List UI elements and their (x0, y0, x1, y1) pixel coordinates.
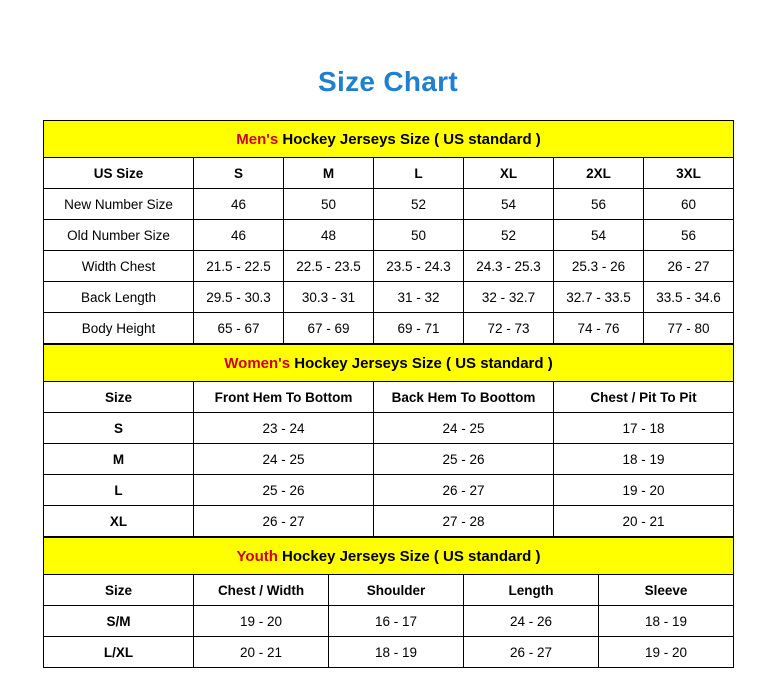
womens-row-3-val-1: 27 - 28 (374, 506, 554, 537)
youth-col-0: Size (44, 575, 194, 606)
table-row (44, 606, 734, 637)
mens-col-5: 2XL (554, 158, 644, 189)
mens-row-3-val-3: 32 - 32.7 (464, 282, 554, 313)
mens-col-1: S (194, 158, 284, 189)
mens-row-0-val-2: 52 (374, 189, 464, 220)
mens-row-1-val-4: 54 (554, 220, 644, 251)
mens-row-0-label: New Number Size (44, 189, 194, 220)
womens-size-table (43, 344, 734, 537)
mens-row-0-val-5: 60 (644, 189, 734, 220)
table-row (44, 251, 734, 282)
table-row (44, 413, 734, 444)
mens-row-0-val-0: 46 (194, 189, 284, 220)
youth-size-table (43, 537, 734, 668)
mens-row-4-val-2: 69 - 71 (374, 313, 464, 344)
womens-col-3: Chest / Pit To Pit (554, 382, 734, 413)
womens-row-0-label: S (44, 413, 194, 444)
youth-row-0-val-1: 16 - 17 (329, 606, 464, 637)
womens-row-1-val-0: 24 - 25 (194, 444, 374, 475)
mens-section-heading (44, 121, 734, 158)
table-row (44, 220, 734, 251)
table-row (44, 506, 734, 537)
mens-col-0: US Size (44, 158, 194, 189)
mens-row-2-val-0: 21.5 - 22.5 (194, 251, 284, 282)
womens-heading-cell (44, 345, 734, 382)
mens-col-4: XL (464, 158, 554, 189)
mens-heading-rest: Hockey Jerseys Size ( US standard ) (278, 130, 541, 148)
mens-row-1-val-1: 48 (284, 220, 374, 251)
mens-row-0-val-4: 56 (554, 189, 644, 220)
womens-row-2-val-1: 26 - 27 (374, 475, 554, 506)
mens-row-4-label: Body Height (44, 313, 194, 344)
youth-col-2: Shoulder (329, 575, 464, 606)
youth-col-4: Sleeve (599, 575, 734, 606)
mens-heading-accent: Men's (236, 130, 279, 148)
womens-heading-rest: Hockey Jerseys Size ( US standard ) (290, 354, 553, 372)
mens-row-2-val-5: 26 - 27 (644, 251, 734, 282)
mens-row-3-label: Back Length (44, 282, 194, 313)
womens-row-0-val-1: 24 - 25 (374, 413, 554, 444)
youth-row-0-val-2: 24 - 26 (464, 606, 599, 637)
mens-row-2-val-2: 23.5 - 24.3 (374, 251, 464, 282)
mens-row-4-val-1: 67 - 69 (284, 313, 374, 344)
mens-row-2-label: Width Chest (44, 251, 194, 282)
youth-col-3: Length (464, 575, 599, 606)
mens-row-1-val-2: 50 (374, 220, 464, 251)
youth-column-headers (44, 575, 734, 606)
table-row (44, 444, 734, 475)
womens-row-1-val-1: 25 - 26 (374, 444, 554, 475)
youth-row-1-val-3: 19 - 20 (599, 637, 734, 668)
table-row (44, 282, 734, 313)
mens-row-2-val-3: 24.3 - 25.3 (464, 251, 554, 282)
youth-section-heading (44, 538, 734, 575)
mens-row-3-val-0: 29.5 - 30.3 (194, 282, 284, 313)
youth-row-1-label: L/XL (44, 637, 194, 668)
mens-row-2-val-1: 22.5 - 23.5 (284, 251, 374, 282)
mens-size-table (43, 120, 734, 344)
youth-row-0-label: S/M (44, 606, 194, 637)
womens-row-0-val-0: 23 - 24 (194, 413, 374, 444)
mens-row-1-label: Old Number Size (44, 220, 194, 251)
mens-row-4-val-3: 72 - 73 (464, 313, 554, 344)
womens-row-1-val-2: 18 - 19 (554, 444, 734, 475)
mens-row-2-val-4: 25.3 - 26 (554, 251, 644, 282)
youth-col-1: Chest / Width (194, 575, 329, 606)
mens-row-4-val-5: 77 - 80 (644, 313, 734, 344)
youth-row-0-val-3: 18 - 19 (599, 606, 734, 637)
page-title: Size Chart (318, 66, 458, 97)
womens-row-2-val-0: 25 - 26 (194, 475, 374, 506)
mens-row-1-val-0: 46 (194, 220, 284, 251)
womens-row-3-val-2: 20 - 21 (554, 506, 734, 537)
mens-heading-cell (44, 121, 734, 158)
table-row (44, 475, 734, 506)
mens-row-1-val-3: 52 (464, 220, 554, 251)
mens-row-4-val-4: 74 - 76 (554, 313, 644, 344)
womens-row-2-val-2: 19 - 20 (554, 475, 734, 506)
womens-row-2-label: L (44, 475, 194, 506)
womens-row-1-label: M (44, 444, 194, 475)
table-row (44, 189, 734, 220)
mens-column-headers (44, 158, 734, 189)
youth-heading-rest: Hockey Jerseys Size ( US standard ) (277, 547, 541, 565)
mens-row-3-val-5: 33.5 - 34.6 (644, 282, 734, 313)
womens-heading-accent: Women's (224, 354, 291, 372)
youth-row-1-val-2: 26 - 27 (464, 637, 599, 668)
mens-row-0-val-3: 54 (464, 189, 554, 220)
mens-row-0-val-1: 50 (284, 189, 374, 220)
womens-section-heading (44, 345, 734, 382)
youth-row-0-val-0: 19 - 20 (194, 606, 329, 637)
womens-col-1: Front Hem To Bottom (194, 382, 374, 413)
womens-row-3-val-0: 26 - 27 (194, 506, 374, 537)
womens-col-0: Size (44, 382, 194, 413)
womens-col-2: Back Hem To Boottom (374, 382, 554, 413)
mens-row-3-val-2: 31 - 32 (374, 282, 464, 313)
mens-col-3: L (374, 158, 464, 189)
mens-row-1-val-5: 56 (644, 220, 734, 251)
mens-col-6: 3XL (644, 158, 734, 189)
womens-column-headers (44, 382, 734, 413)
table-row (44, 637, 734, 668)
womens-row-0-val-2: 17 - 18 (554, 413, 734, 444)
youth-row-1-val-1: 18 - 19 (329, 637, 464, 668)
size-chart-container (43, 120, 733, 668)
mens-col-2: M (284, 158, 374, 189)
table-row (44, 313, 734, 344)
youth-row-1-val-0: 20 - 21 (194, 637, 329, 668)
womens-row-3-label: XL (44, 506, 194, 537)
youth-heading-accent: Youth (236, 547, 278, 565)
mens-row-3-val-4: 32.7 - 33.5 (554, 282, 644, 313)
mens-row-3-val-1: 30.3 - 31 (284, 282, 374, 313)
mens-row-4-val-0: 65 - 67 (194, 313, 284, 344)
youth-heading-cell (44, 538, 734, 575)
